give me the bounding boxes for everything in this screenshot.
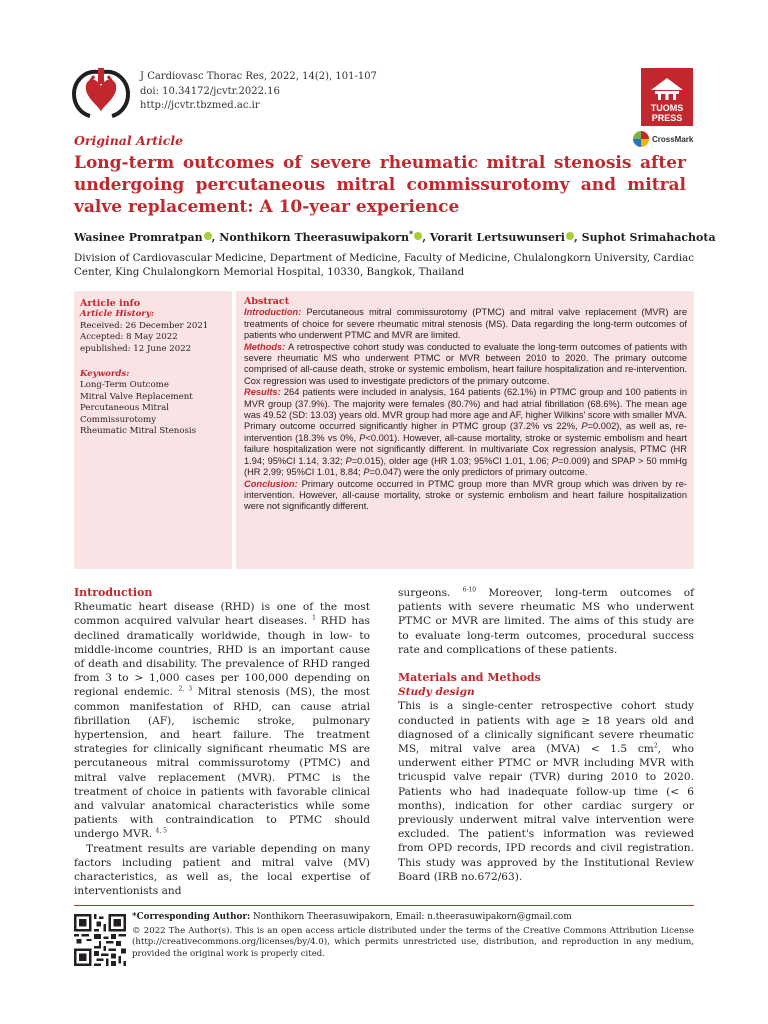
abstract-introduction (244, 307, 687, 341)
body-text: Mitral stenosis (MS), the most common manifestation of RHD, can cause atrial fibrillation (AF), ischemic stroke, pulmonary hypertension, and heart failure. The treatment strategies for clinically significant rheumatic MS are percutaneous mitral commissurotomy (PTMC) and mitral valve replacement (MVR). PTMC is the treatment of choice in patients with favorable clinical and valvular anatomical characteristics while some patients with contraindication to PTMC should undergo MVR. (74, 686, 370, 841)
p-symbol: P (345, 455, 352, 466)
abstract-results-text: =0.002), as well as, re-intervention (18.3% vs 0%, (244, 421, 687, 443)
p-symbol: P (363, 467, 370, 478)
abstract-results-text: =0.009) and SPAP > 50 mmHg (HR 2.99; 95%CI 1.01, 8.84; (244, 455, 687, 478)
abstract-methods (244, 342, 687, 388)
introduction-heading: Introduction (74, 586, 153, 599)
article-type: Original Article (74, 133, 184, 148)
abstract-results (244, 387, 687, 478)
abstract-intro-text: Percutaneous mitral commissurotomy (PTMC) and mitral valve replacement (MVR) are treatments of choice for severe rheumatic mitral stenosis (MS). Data regarding the long-term outcomes of patients who underwent PTMC and MVR are limited. (244, 307, 687, 341)
keyword: Long-Term Outcome (80, 380, 169, 391)
citation-ref[interactable]: 2, 3 (178, 685, 193, 693)
abstract-conclusion-text: Primary outcome occurred in PTMC group more than MVR group which was driven by re-intervention. However, all-cause mortality, stroke or systemic embolism and heart failure hospitalization were not significantly different. (244, 478, 687, 512)
abstract-results-text: =0.047) were the only predictors of primary outcome. (369, 467, 588, 478)
journal-line: J Cardiovasc Thorac Res, 2022, 14(2), 101-107 (140, 71, 377, 82)
p-symbol: P (581, 421, 588, 432)
abstract-results-text: <0.001). However, all-cause mortality, stroke or systemic embolism and heart failure hospitalization were not significantly different. In multivariate Cox regression analysis, PTMC (HR 1.94; 95%CI 1.14, 3.32; (244, 432, 687, 466)
abstract-results-text: =0.015), older age (HR 1.03; 95%CI 1.01, 1.06; (351, 455, 552, 466)
abstract-box (236, 291, 694, 569)
doi-line[interactable]: doi: 10.34172/jcvtr.2022.16 (140, 85, 280, 97)
received-date: Received: 26 December 2021 (80, 320, 209, 331)
crossmark-label: CrossMark (652, 134, 694, 144)
keyword: Mitral Valve Replacement (80, 391, 193, 402)
orcid-icon[interactable] (204, 232, 212, 240)
orcid-icon[interactable] (414, 232, 422, 240)
body-text: Moreover, long-term outcomes of patients with severe rheumatic MS who underwent PTMC or MVR are limited. The aims of this study are to evaluate long-term outcomes, procedural success rate and complications of these patients. (398, 587, 694, 656)
author-name: Nonthikorn Theerasuwipakorn (219, 231, 410, 244)
corresponding-mark: * (409, 228, 414, 239)
study-design-heading: Study design (398, 686, 475, 699)
body-text: surgeons. (398, 587, 463, 599)
article-title: Long-term outcomes of severe rheumatic mitral stenosis after undergoing percutaneous mitral commissurotomy and mitral valve replacement: A 10-year experience (74, 153, 686, 217)
corresponding-author (132, 912, 694, 924)
body-column-left (74, 586, 370, 898)
abstract-intro-label: Introduction: (244, 307, 302, 318)
keyword: Percutaneous Mitral (80, 403, 169, 414)
url-line[interactable]: http://jcvtr.tbzmed.ac.ir (140, 100, 260, 111)
journal-citation (140, 70, 377, 114)
abstract-results-text: 264 patients were included in analysis, 164 patients (62.1%) in PTMC group and 100 patients in MVR group (37.9%). The majority were females (80.7%) and had atrial fibrillation (68.6%). The mean age was 49.52 (SD: 13.03) years old. MVR group had more age and AF, higher Wilkins' score with smaller MVA. Primary outcome occurred significantly higher in PTMC group (37.2% vs 22%, (244, 387, 687, 432)
body-text: RHD has declined dramatically worldwide, though in low- to middle-income countries, RHD is an important cause of death and disability. The prevalence of RHD ranged from 3 to > 1,000 cases per 100,000 depending on regional endemic. (74, 615, 370, 699)
intro-paragraph-3 (398, 586, 694, 657)
author-list: Wasinee Promratpan , Nonthikorn Theerasuwipakorn* , Vorarit Lertsuwunseri , Suphot Srimahachota (74, 228, 716, 244)
body-text: , who underwent either PTMC or MVR including MVR with tricuspid valve repair (TVR) during 2010 to 2020. Patients who had inadequate follow-up time (< 6 months), indication for other cardiac surgery or previously underwent mitral valve intervention were excluded. The patient's information was reviewed from OPD records, IPD records and civil registration. This study was approved by the Institutional Review Board (IRB no.672/63). (398, 743, 694, 883)
press-text-1: TUOMS (650, 103, 684, 113)
abstract-methods-label: Methods: (244, 341, 286, 352)
tuoms-press-logo (641, 68, 693, 126)
citation-ref[interactable]: 1 (312, 614, 316, 622)
intro-paragraph-1 (74, 600, 370, 841)
author-name: Suphot Srimahachota (581, 231, 716, 244)
superscript: 2 (653, 742, 658, 750)
p-symbol: P (359, 432, 366, 443)
citation-ref[interactable]: 6-10 (462, 586, 477, 594)
keyword: Commissurotomy (80, 414, 157, 425)
article-info-box (74, 291, 232, 569)
epublished-date: epublished: 12 June 2022 (80, 343, 192, 354)
affiliation: Division of Cardiovascular Medicine, Department of Medicine, Faculty of Medicine, Chulalongkorn University, Cardiac Center, King Chulalongkorn Memorial Hospital, 10330, Bangkok, Thailand (74, 252, 695, 278)
article-info-label: Article info (80, 298, 141, 309)
body-text: Rheumatic heart disease (RHD) is one of the most common acquired valvular heart diseases. (74, 601, 370, 628)
crossmark-badge[interactable] (633, 128, 695, 150)
abstract-conclusion-label: Conclusion: (244, 478, 298, 489)
p-symbol: P (551, 455, 559, 466)
abstract-label: Abstract (244, 296, 290, 307)
corresponding-label: *Corresponding Author: (132, 912, 251, 922)
study-design-paragraph (398, 699, 694, 884)
orcid-icon[interactable] (566, 232, 574, 240)
press-text-2: PRESS (651, 113, 683, 123)
abstract-methods-text: A retrospective cohort study was conducted to evaluate the long-term outcomes of patients with severe rheumatic MS who underwent PTMC or MVR between 2010 to 2020. The primary outcome comprised of all-cause death, stroke or systemic embolism, heart failure hospitalization and re-intervention. Cox regression was used to investigate predictors of the primary outcome. (244, 341, 688, 386)
body-column-right (398, 586, 694, 884)
footer-notes (132, 912, 694, 960)
footer-divider (74, 905, 694, 906)
abstract-results-label: Results: (244, 387, 281, 398)
citation-ref[interactable]: 4, 5 (155, 827, 167, 835)
methods-heading: Materials and Methods (398, 671, 541, 685)
accepted-date: Accepted: 8 May 2022 (80, 332, 178, 343)
crossmark-icon (633, 131, 649, 147)
author-name: Wasinee Promratpan (74, 231, 203, 244)
history-label: Article History: (80, 309, 155, 320)
abstract-conclusion (244, 479, 687, 513)
keyword: Rheumatic Mitral Stenosis (80, 426, 197, 437)
qr-code (74, 914, 126, 966)
body-text: This is a single-center retrospective cohort study conducted in patients with age ≥ 18 years old and diagnosed of a clinically significant severe rheumatic MS, mitral valve area (MVA) < 1.5 cm (398, 700, 694, 756)
author-name: Vorarit Lertsuwunseri (429, 231, 565, 244)
license-text: © 2022 The Author(s). This is an open access article distributed under the terms of the Creative Commons Attribution License (http://creativecommons.org/licenses/by/4.0), which permits unrestricted use, distribution, and reproduction in any medium, provided the original work is properly cited. (132, 925, 694, 959)
intro-paragraph-2: Treatment results are variable depending on many factors including patient and mitral valve (MV) characteristics, as well as, the local expertise of interventionists and (74, 842, 370, 898)
journal-logo (70, 66, 132, 120)
keywords-label: Keywords: (80, 369, 130, 380)
corresponding-text: Nonthikorn Theerasuwipakorn, Email: n.theerasuwipakorn@gmail.com (253, 912, 572, 922)
